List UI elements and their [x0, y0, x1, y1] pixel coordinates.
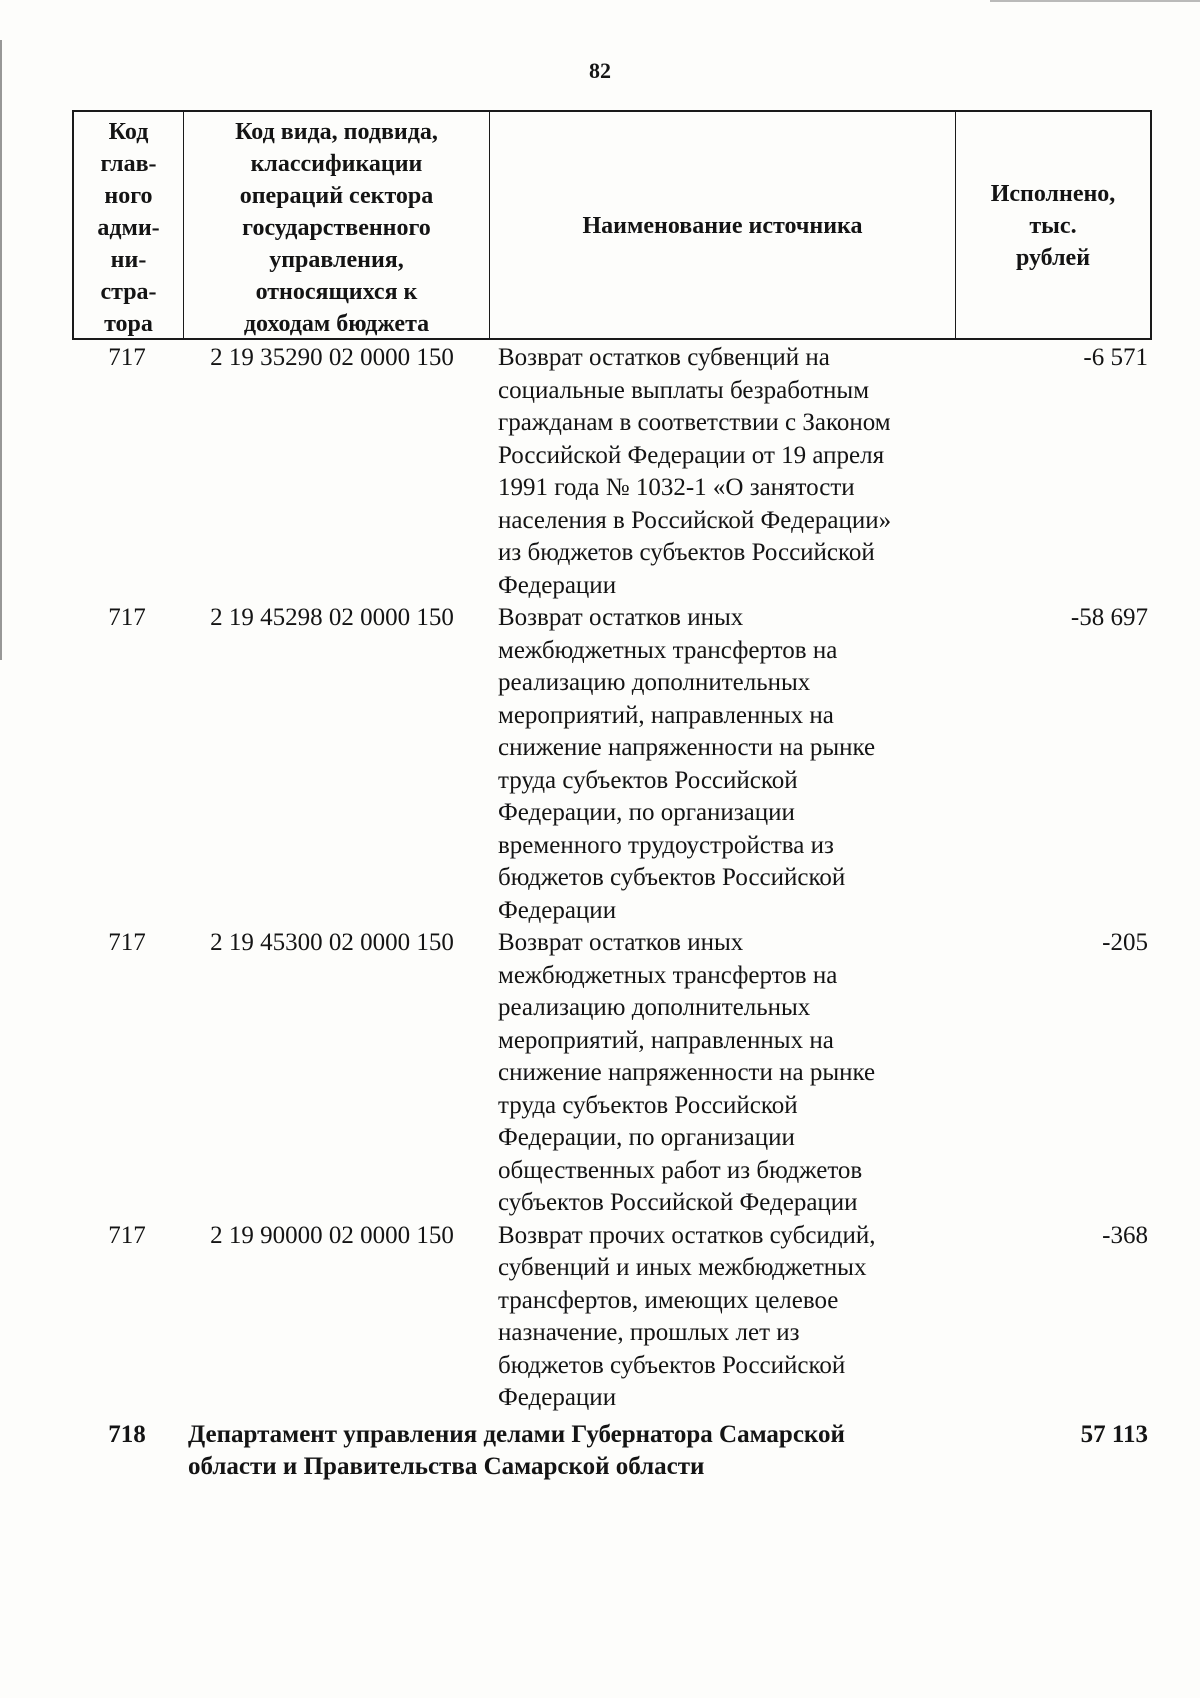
classification-code-cell: 2 19 45298 02 0000 150 — [210, 604, 454, 631]
source-name-line: снижение напряженности на рынке — [498, 1059, 876, 1086]
source-name-line: Федерации — [498, 1384, 617, 1411]
source-name-line: трансфертов, имеющих целевое — [498, 1286, 839, 1314]
header-source-name: Наименование источника — [490, 112, 956, 340]
page-number: 82 — [589, 58, 611, 83]
table-header — [72, 110, 1152, 340]
scan-edge-top — [990, 0, 1200, 2]
table-row — [72, 1220, 1152, 1415]
source-name-cell — [488, 1220, 954, 1415]
executed-amount-cell: -6 571 — [1083, 344, 1148, 371]
admin-code-cell: 717 — [108, 604, 146, 631]
source-name-line: Российской Федерации от 19 апреля — [498, 441, 885, 469]
source-name-line: назначение, прошлых лет из — [498, 1319, 800, 1346]
total-name-line: Департамент управления делами Губернатора Самарской — [188, 1420, 845, 1448]
source-name-line: труда субъектов Российской — [498, 766, 798, 794]
table-row — [72, 927, 1152, 1220]
scan-edge-left — [0, 40, 2, 660]
source-name-line: снижение напряженности на рынке — [498, 734, 876, 761]
source-name-cell — [488, 602, 954, 927]
source-name-line: Возврат прочих остатков субсидий, — [498, 1221, 876, 1249]
table-row — [72, 342, 1152, 602]
table-row — [72, 602, 1152, 927]
source-name-line: Федерации — [498, 571, 617, 599]
total-name-line: области и Правительства Самарской области — [188, 1453, 705, 1480]
admin-code-cell: 717 — [108, 929, 146, 956]
source-name-line: субвенций и иных межбюджетных — [498, 1254, 867, 1281]
admin-code-cell: 717 — [108, 344, 146, 371]
source-name-line: Возврат остатков иных — [498, 929, 744, 956]
source-name-cell — [488, 927, 954, 1220]
header-admin-code: Код глав- ного адми- ни- стра- тора — [74, 112, 184, 340]
source-name-line: реализацию дополнительных — [498, 669, 811, 696]
source-name-line: мероприятий, направленных на — [498, 1026, 834, 1054]
source-name-line: мероприятий, направленных на — [498, 701, 834, 729]
source-name-line: субъектов Российской Федерации — [498, 1189, 858, 1216]
source-name-line: 1991 года № 1032-1 «О занятости — [498, 474, 855, 501]
executed-amount-cell: -205 — [1102, 929, 1148, 956]
classification-code-cell: 2 19 45300 02 0000 150 — [210, 929, 454, 956]
source-name-line: бюджетов субъектов Российской — [498, 1351, 846, 1379]
total-admin-code: 718 — [108, 1420, 146, 1448]
source-name-line: Федерации, по организации — [498, 799, 795, 826]
source-name-line: Федерации, по организации — [498, 1124, 795, 1151]
total-row — [72, 1419, 1152, 1484]
total-department-name — [182, 1419, 962, 1484]
admin-code-cell: 717 — [108, 1221, 146, 1249]
source-name-line: Федерации — [498, 896, 617, 924]
source-name-line: из бюджетов субъектов Российской — [498, 539, 875, 566]
source-name-line: труда субъектов Российской — [498, 1091, 798, 1119]
total-amount: 57 113 — [1080, 1420, 1148, 1448]
source-name-line: бюджетов субъектов Российской — [498, 864, 846, 891]
source-name-cell — [488, 342, 954, 602]
source-name-line: межбюджетных трансфертов на — [498, 961, 838, 989]
classification-code-cell: 2 19 35290 02 0000 150 — [210, 344, 454, 371]
classification-code-cell: 2 19 90000 02 0000 150 — [210, 1221, 454, 1249]
source-name-line: общественных работ из бюджетов — [498, 1156, 863, 1184]
executed-amount-cell: -58 697 — [1070, 604, 1148, 631]
header-executed-amount: Исполнено, тыс. рублей — [990, 181, 1116, 271]
source-name-line: временного трудоустройства из — [498, 831, 834, 859]
source-name-line: межбюджетных трансфертов на — [498, 636, 838, 664]
executed-amount-cell: -368 — [1102, 1221, 1148, 1249]
table-body — [72, 342, 1152, 1484]
source-name-line: Возврат остатков иных — [498, 604, 744, 631]
source-name-line: гражданам в соответствии с Законом — [498, 409, 891, 436]
source-name-line: реализацию дополнительных — [498, 994, 811, 1021]
source-name-line: социальные выплаты безработным — [498, 376, 870, 404]
source-name-line: населения в Российской Федерации» — [498, 506, 892, 534]
header-classification-code: Код вида, подвида, классификации операций сектора государственного управления, относящихся к доходам бюджета — [184, 112, 490, 340]
source-name-line: Возврат остатков субвенций на — [498, 344, 830, 371]
